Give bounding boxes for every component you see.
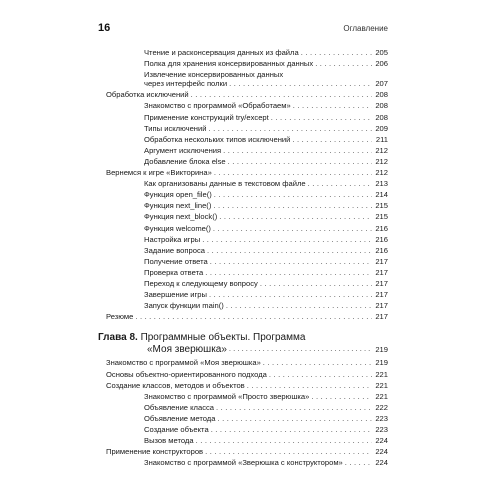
toc-entry-page: 219	[375, 358, 388, 368]
leader-dots	[228, 157, 372, 166]
leader-dots	[191, 90, 372, 99]
toc-entry-page: 211	[375, 134, 388, 144]
toc-entry-page: 223	[375, 413, 388, 423]
leader-dots	[213, 224, 372, 233]
toc-entry[interactable]	[106, 358, 388, 367]
toc-entry-page: 216	[375, 234, 388, 244]
leader-dots	[209, 290, 372, 299]
leader-dots	[207, 246, 372, 255]
leader-dots	[263, 358, 372, 367]
toc-entry-title: Резюме	[106, 312, 134, 322]
toc-entry-title: Обработка исключений	[106, 90, 189, 100]
leader-dots	[202, 235, 372, 244]
leader-dots	[292, 135, 372, 144]
toc-entry-page: 215	[375, 201, 388, 211]
toc-entry[interactable]	[144, 392, 388, 401]
toc-entry[interactable]	[144, 190, 388, 199]
toc-entry-title: Применение конструкций try/except	[144, 112, 269, 122]
toc-entry[interactable]	[106, 370, 388, 379]
leader-dots	[211, 425, 372, 434]
toc-entry[interactable]	[144, 146, 388, 155]
running-head: Оглавление	[343, 24, 388, 33]
toc-entry-title: Объявление метода	[144, 413, 216, 423]
toc-entry[interactable]	[144, 224, 388, 233]
toc-entry-page: 207	[375, 79, 388, 89]
toc-entry-title: Запуск функции main()	[144, 301, 224, 311]
toc-entry-title: Как организованы данные в текстовом файле	[144, 179, 306, 189]
toc-entry-page: 208	[375, 112, 388, 122]
toc-entry-page: 216	[375, 223, 388, 233]
toc-entry-title: Завершение игры	[144, 290, 207, 300]
leader-dots	[293, 101, 372, 110]
toc-entry-title: Обработка нескольких типов исключений	[144, 134, 291, 144]
toc-entry-title: Полка для хранения консервированных данных	[144, 59, 314, 69]
toc-entry[interactable]	[144, 436, 388, 445]
leader-dots	[229, 79, 372, 88]
toc-entry-page: 212	[375, 145, 388, 155]
toc-entry-page: 217	[375, 312, 388, 322]
page-number: 16	[98, 22, 111, 34]
leader-dots	[214, 168, 372, 177]
toc-entry-page: 217	[375, 279, 388, 288]
leader-dots	[308, 179, 372, 188]
toc-entry-title: Проверка ответа	[144, 267, 204, 277]
toc-entry-title: Добавление блока else	[144, 156, 226, 166]
toc-entry[interactable]	[144, 212, 388, 221]
toc-entry-title: Аргумент исключения	[144, 145, 222, 155]
toc-entry-title: Применение конструкторов	[106, 447, 204, 457]
leader-dots	[345, 458, 372, 467]
toc-entry-title: Знакомство с программой «Обработаем»	[144, 101, 291, 111]
toc-entry-page: 205	[375, 48, 388, 57]
leader-dots	[219, 212, 372, 221]
toc-entry[interactable]	[144, 257, 388, 266]
toc-entry-title: Получение ответа	[144, 256, 208, 266]
toc-entry[interactable]	[144, 246, 388, 255]
toc-entry[interactable]	[144, 425, 388, 434]
toc-entry[interactable]	[144, 458, 388, 467]
leader-dots	[135, 312, 372, 321]
toc-entry-title: Объявление класса	[144, 402, 215, 412]
leader-dots	[209, 124, 373, 133]
leader-dots	[205, 447, 372, 456]
toc-entry-page: 224	[375, 458, 388, 468]
toc-entry[interactable]	[144, 113, 388, 122]
leader-dots	[205, 268, 372, 277]
toc-entry[interactable]	[144, 135, 388, 144]
toc-entry[interactable]	[144, 179, 388, 188]
toc-entry-page: 206	[375, 59, 388, 69]
toc-entry[interactable]	[144, 124, 388, 133]
toc-entry-title: Функция welcome()	[144, 223, 211, 233]
toc-entry-title: Функция next_line()	[144, 201, 212, 211]
toc-entry[interactable]	[106, 381, 388, 390]
toc-entry[interactable]	[144, 157, 388, 166]
toc-entry[interactable]	[144, 79, 388, 88]
toc-entry[interactable]	[144, 48, 388, 57]
toc-entry-page: 214	[375, 190, 388, 200]
leader-dots	[213, 201, 372, 210]
leader-dots	[315, 59, 372, 68]
toc-entry-title: Функция next_block()	[144, 212, 218, 222]
toc-entry-page: 212	[375, 156, 388, 166]
leader-dots	[229, 344, 373, 356]
leader-dots	[311, 392, 372, 401]
toc-entry-title: Типы исключений	[144, 123, 207, 133]
toc-entry-page: 221	[375, 380, 388, 390]
leader-dots	[214, 190, 372, 199]
toc-entry-page: 212	[375, 168, 388, 177]
toc-entry[interactable]	[144, 414, 388, 423]
leader-dots	[260, 279, 372, 288]
chapter-page: 219	[375, 345, 388, 355]
toc-entry-page: 217	[375, 290, 388, 300]
toc-entry-title: Вернемся к игре «Викторина»	[106, 168, 212, 177]
toc-entry-title: через интерфейс полки	[144, 79, 228, 89]
chapter-heading	[98, 332, 388, 344]
toc-entry-page: 217	[375, 256, 388, 266]
toc-entry-page: 209	[375, 123, 388, 133]
toc-entry-page: 222	[375, 402, 388, 412]
toc-entry[interactable]	[144, 301, 388, 310]
toc-entry-title: Создание объекта	[144, 425, 209, 434]
chapter-title-line2: «Моя зверюшка»	[147, 344, 227, 356]
toc-entry-title: Основы объектно-ориентированного подхода	[106, 369, 267, 379]
toc-entry[interactable]	[106, 447, 388, 456]
toc-entry-page: 213	[375, 179, 388, 189]
toc-entry-title: Задание вопроса	[144, 245, 205, 255]
leader-dots	[247, 381, 372, 390]
toc-entry[interactable]	[106, 90, 388, 99]
toc-entry-title: Вызов метода	[144, 436, 194, 446]
chapter-title-line2-row[interactable]	[147, 344, 388, 356]
toc-entry-title: Переход к следующему вопросу	[144, 279, 258, 288]
toc-entry[interactable]	[144, 279, 388, 288]
page-header	[98, 22, 388, 42]
toc-entry[interactable]	[106, 312, 388, 321]
chapter-label: Глава 8.	[98, 332, 138, 344]
toc-entry-title: Создание классов, методов и объектов	[106, 380, 245, 390]
toc-entry-page: 208	[375, 90, 388, 100]
leader-dots	[216, 403, 372, 412]
leader-dots	[196, 436, 372, 445]
toc-entry-page: 217	[375, 267, 388, 277]
toc-entry-page: 215	[375, 212, 388, 222]
toc-entry-title: Знакомство с программой «Моя зверюшка»	[106, 358, 261, 368]
toc-entry[interactable]	[144, 290, 388, 299]
toc-entry-page: 221	[375, 391, 388, 401]
toc-entry-page: 216	[375, 245, 388, 255]
leader-dots	[217, 414, 372, 423]
toc-entry-title: Настройка игры	[144, 234, 201, 244]
chapter-title-line1: Программные объекты. Программа	[140, 332, 306, 344]
toc-entry-page: 224	[375, 436, 388, 446]
toc-entry[interactable]	[144, 403, 388, 412]
toc-entry[interactable]	[106, 168, 388, 177]
toc-entry[interactable]	[144, 201, 388, 210]
toc-entry-title: Функция open_file()	[144, 190, 212, 200]
toc-entry-page: 224	[375, 447, 388, 457]
toc-entry-page: 221	[375, 369, 388, 379]
toc-entry-title: Знакомство с программой «Просто зверюшка»	[144, 391, 310, 401]
toc-entry[interactable]	[144, 235, 388, 244]
toc-entry[interactable]	[144, 268, 388, 277]
leader-dots	[226, 301, 372, 310]
toc-entry-page: 208	[375, 101, 388, 111]
leader-dots	[301, 48, 372, 57]
toc-entry-title-line1: Извлечение консервированных данных	[144, 70, 284, 80]
leader-dots	[271, 113, 372, 122]
toc-entry-title: Чтение и расконсервация данных из файла	[144, 48, 299, 57]
toc-entry[interactable]	[144, 59, 388, 68]
toc-entry[interactable]	[144, 101, 388, 110]
leader-dots	[269, 370, 372, 379]
toc-entry-page: 217	[375, 301, 388, 311]
toc-entry-line1	[144, 70, 283, 79]
leader-dots	[223, 146, 372, 155]
toc-entry-title: Знакомство с программой «Зверюшка с конструктором»	[144, 458, 343, 468]
toc-entry-page: 223	[375, 425, 388, 434]
leader-dots	[210, 257, 372, 266]
